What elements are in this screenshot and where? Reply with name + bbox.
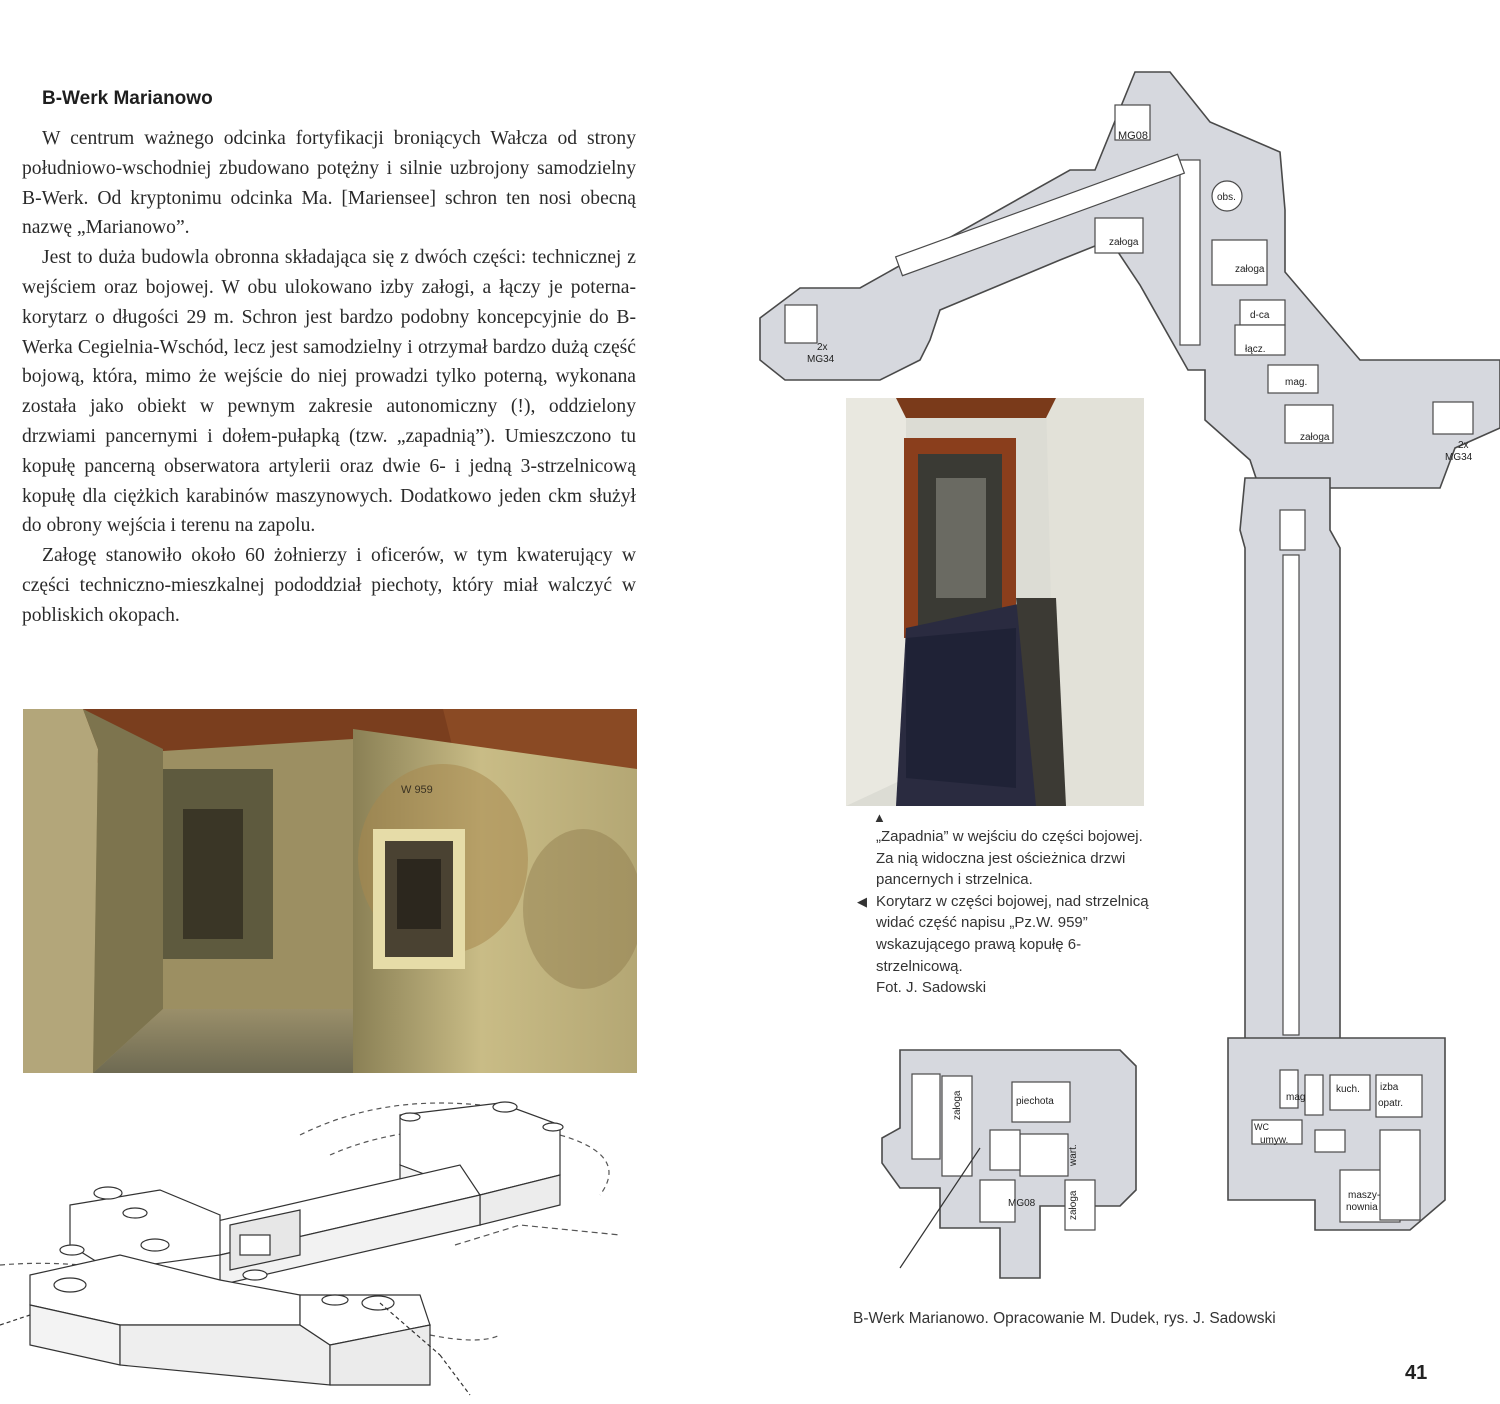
label-zaloga-4: załoga (952, 1090, 963, 1120)
secondary-floor-plan (880, 1048, 1140, 1280)
label-mg08-2: MG08 (1008, 1198, 1036, 1209)
isometric-drawing (0, 1095, 640, 1404)
paragraph-2: Jest to duża budowla obronna składająca się z dwóch części: technicznej z wejściem oraz bojowej. W obu ulokowano izby załogi, a łączy je poterna-korytarz o długości 29 m. Schron jest bardzo podobny koncepcyjnie do B-Werka Cegielnia-Wschód, lecz jest samodzielny i otrzymał bardzo dużą część bojową, która, mimo że wejście do niej prowadzi tylko poterną, wykonana została jako obiekt w pewnym zakresie autonomiczny (!), oddzielony drzwiami pancernymi i dołem-pułapką (tzw. „zapadnią”). Umieszczono tu kopułę pancerną obserwatora artylerii oraz dwie 6- i jedną 3-strzelnicową kopułę dla ciężkich karabinów maszynowych. Dodatkowo jeden ckm służył do obrony wejścia i terenu na zapolu. (22, 247, 636, 537)
label-mg34-left-count: 2x (817, 342, 828, 353)
page-number: 41 (1405, 1362, 1428, 1384)
label-opatr: opatr. (1378, 1098, 1404, 1109)
label-zaloga-3: załoga (1300, 432, 1330, 443)
label-zaloga-2: załoga (1235, 264, 1265, 275)
label-umyw: umyw. (1260, 1135, 1289, 1146)
photo-credit: Fot. J. Sadowski (876, 979, 987, 997)
left-arrow-icon: ◀ (857, 893, 867, 909)
label-mg34-right: MG34 (1445, 452, 1473, 463)
trapdoor-caption: „Zapadnia” w wejściu do części bojowej. Za nią widoczna jest ościeżnica drzwi pancernych i strzelnica. (876, 828, 1143, 889)
section-heading: B-Werk Marianowo (42, 88, 213, 109)
label-mag-2: mag (1286, 1092, 1306, 1103)
paragraph-1: W centrum ważnego odcinka fortyfikacji broniących Wałcza od strony południowo-wschodniej zbudowano potężny i silnie uzbrojony samodzielny B-Werk. Od kryptonimu odcinka Ma. [Mariensee] schron ten nosi obecną nazwę „Marianowo”. (22, 128, 636, 239)
label-mag: mag. (1285, 377, 1308, 388)
photo-inscription: W 959 (401, 784, 433, 796)
label-obs: obs. (1217, 192, 1236, 203)
label-kuch: kuch. (1336, 1084, 1360, 1095)
label-piechota: piechota (1016, 1096, 1054, 1107)
label-wc: WC (1254, 1122, 1269, 1132)
paragraph-3: Załogę stanowiło około 60 żołnierzy i oficerów, w tym kwaterujący w części techniczno-mieszkalnej pododdział piechoty, który miał walczyć w pobliskich okopach. (22, 545, 636, 626)
plan-caption: B-Werk Marianowo. Opracowanie M. Dudek, rys. J. Sadowski (853, 1310, 1276, 1327)
label-dca: d-ca (1250, 310, 1270, 321)
article-body (22, 124, 636, 631)
label-zaloga-5: załoga (1068, 1190, 1079, 1220)
label-mg34-left: MG34 (807, 354, 835, 365)
corridor-caption: ◀ Korytarz w części bojowej, nad strzelnicą widać część napisu „Pz.W. 959” wskazującego prawą kopułę 6-strzelnicową. (857, 892, 1149, 975)
label-izba: izba (1380, 1082, 1399, 1093)
label-mg08: MG08 (1118, 130, 1148, 142)
corridor-photo (23, 709, 637, 1073)
label-wart: wart. (1068, 1144, 1079, 1166)
up-arrow-icon: ▲ (873, 810, 886, 825)
label-maszynownia-2: nownia (1346, 1202, 1378, 1213)
label-lacz: łącz. (1245, 344, 1266, 355)
label-mg34-right-count: 2x (1458, 440, 1469, 451)
label-zaloga-1: załoga (1109, 237, 1139, 248)
label-maszynownia-1: maszy- (1348, 1190, 1381, 1201)
